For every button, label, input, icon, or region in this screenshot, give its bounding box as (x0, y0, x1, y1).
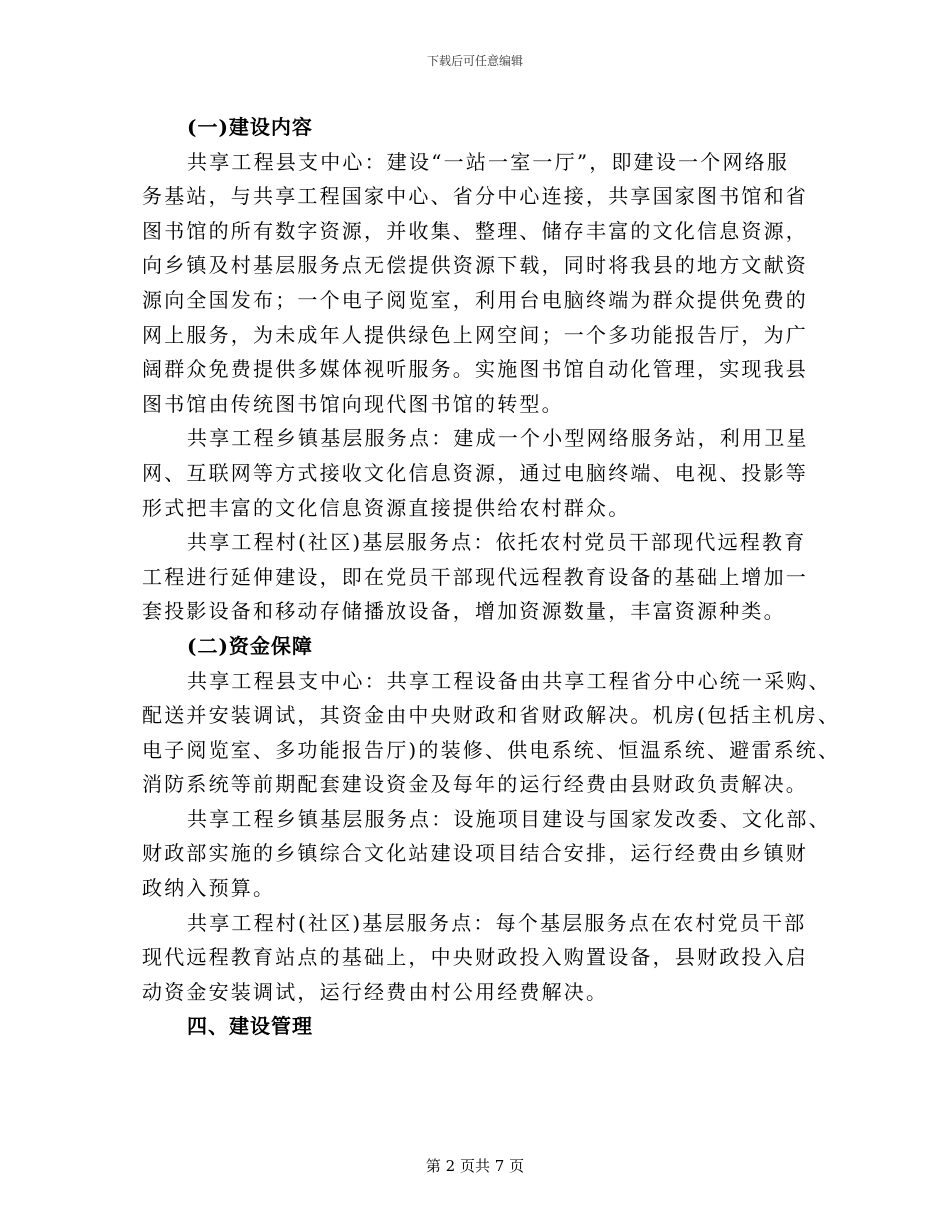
paragraph-line: 务基站，与共享工程国家中心、省分中心连接，共享国家图书馆和省 (142, 184, 808, 209)
page-number: 第 2 页共 7 页 (425, 1157, 525, 1175)
paragraph-line: 形式把丰富的文化信息资源直接提供给农村群众。 (142, 495, 631, 520)
paragraph-line: 向乡镇及村基层服务点无偿提供资源下载，同时将我县的地方文献资 (142, 253, 808, 278)
paragraph-line: 阔群众免费提供多媒体视听服务。实施图书馆自动化管理，实现我县 (142, 357, 808, 382)
paragraph-line: 工程进行延伸建设，即在党员干部现代远程教育设备的基础上增加一 (142, 564, 808, 589)
paragraph-line: 图书馆的所有数字资源，并收集、整理、储存丰富的文化信息资源， (142, 218, 808, 243)
document-body (142, 110, 841, 1044)
paragraph-line: 共享工程乡镇基层服务点：设施项目建设与国家发改委、文化部、 (187, 806, 831, 831)
paragraph-line: 共享工程县支中心：共享工程设备由共享工程省分中心统一采购、 (187, 668, 831, 693)
paragraph-line: 配送并安装调试，其资金由中央财政和省财政解决。机房(包括主机房、 (142, 703, 841, 728)
paragraph-line: 电子阅览室、多功能报告厅)的装修、供电系统、恒温系统、避雷系统、 (142, 737, 841, 762)
page-header-note: 下载后可任意编辑 (426, 54, 523, 68)
paragraph-line: 消防系统等前期配套建设资金及每年的运行经费由县财政负责解决。 (142, 772, 808, 797)
section-heading: 四、建设管理 (187, 1014, 313, 1039)
paragraph-line: 共享工程乡镇基层服务点：建成一个小型网络服务站，利用卫星 (187, 426, 809, 451)
paragraph-line: 共享工程村(社区)基层服务点：依托农村党员干部现代远程教育 (187, 530, 807, 555)
paragraph-line: 现代远程教育站点的基础上，中央财政投入购置设备，县财政投入启 (142, 945, 808, 970)
paragraph-line: 套投影设备和移动存储播放设备，增加资源数量，丰富资源种类。 (142, 599, 786, 624)
paragraph-line: 共享工程村(社区)基层服务点：每个基层服务点在农村党员干部 (187, 910, 807, 935)
paragraph-line: 网上服务，为未成年人提供绿色上网空间；一个多功能报告厅，为广 (142, 322, 808, 347)
paragraph-line: 图书馆由传统图书馆向现代图书馆的转型。 (142, 391, 564, 416)
paragraph-line: 财政部实施的乡镇综合文化站建设项目结合安排，运行经费由乡镇财 (142, 841, 808, 866)
paragraph-line: 动资金安装调试，运行经费由村公用经费解决。 (142, 979, 609, 1004)
section-heading: (一)建设内容 (187, 115, 313, 139)
paragraph-line: 政纳入预算。 (142, 876, 276, 901)
paragraph-line: 网、互联网等方式接收文化信息资源，通过电脑终端、电视、投影等 (142, 460, 808, 485)
paragraph-line: 共享工程县支中心：建设“一站一室一厅”，即建设一个网络服 (187, 149, 790, 174)
paragraph-line: 源向全国发布；一个电子阅览室，利用台电脑终端为群众提供免费的 (142, 287, 808, 312)
section-heading: (二)资金保障 (187, 633, 313, 658)
